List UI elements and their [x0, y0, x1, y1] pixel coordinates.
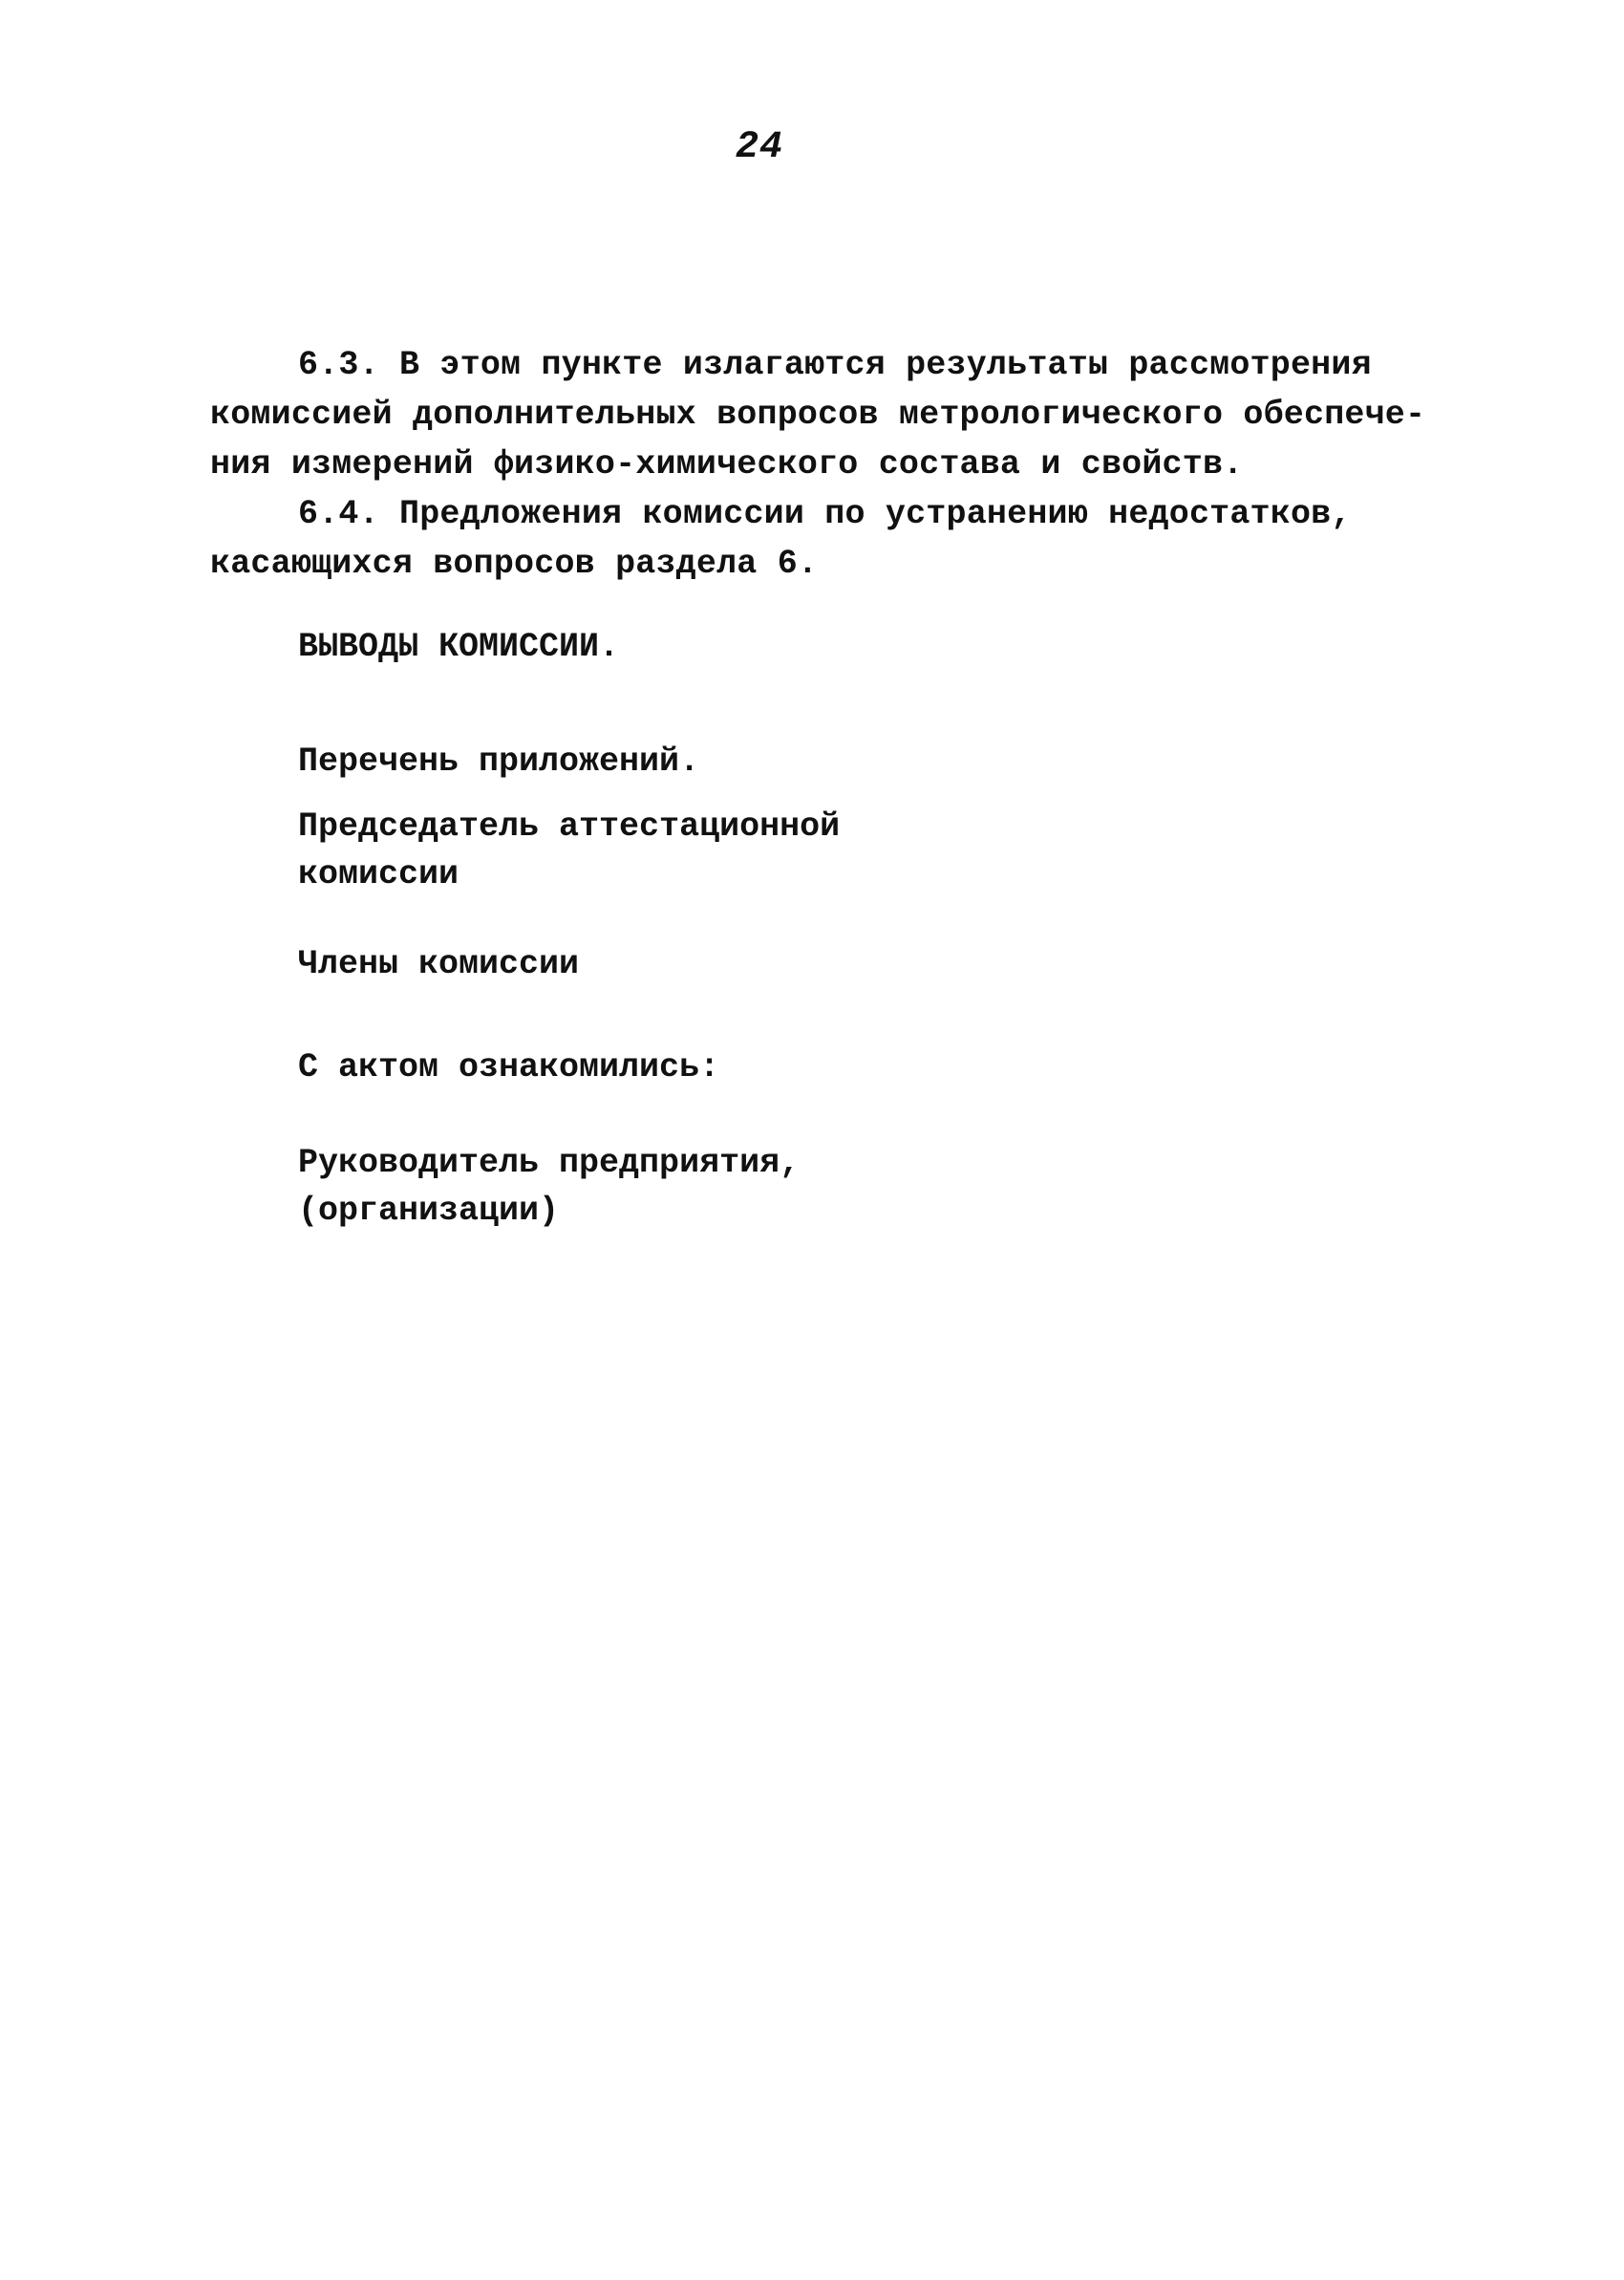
acquainted-text: С актом ознакомились: [298, 1048, 720, 1086]
conclusions-text: ВЫВОДЫ КОМИССИИ. [298, 628, 620, 666]
page-number: 24 [736, 126, 784, 169]
members-text: Члены комиссии [298, 945, 580, 983]
chairman-line-2: комиссии [298, 855, 459, 893]
paragraph-6-3-line-3: ния измерений физико-химического состава и свойств. [210, 445, 1244, 484]
paragraph-6-4-line-2: касающихся вопросов раздела 6. [210, 545, 819, 583]
acquainted-block [298, 1043, 719, 1091]
paragraph-6-4 [210, 489, 1414, 589]
director-signature-block [298, 1139, 800, 1235]
director-line-1: Руководитель предприятия, [298, 1144, 801, 1182]
chairman-line-1: Председатель аттестационной [298, 807, 841, 846]
paragraph-6-3 [210, 340, 1426, 489]
paragraph-6-3-line-1: 6.3. В этом пункте излагаются результаты рассмотрения [298, 346, 1372, 384]
members-signature-block [298, 940, 579, 988]
appendices-text: Перечень приложений. [298, 742, 700, 781]
paragraph-6-3-line-2: комиссией дополнительных вопросов метрологического обеспече- [210, 396, 1426, 434]
appendices-list-heading [298, 738, 699, 785]
director-line-2: (организации) [298, 1192, 560, 1230]
paragraph-6-4-line-1: 6.4. Предложения комиссии по устранению недостатков, [298, 495, 1352, 533]
chairman-signature-block [298, 803, 840, 898]
commission-conclusions-heading [298, 623, 619, 671]
